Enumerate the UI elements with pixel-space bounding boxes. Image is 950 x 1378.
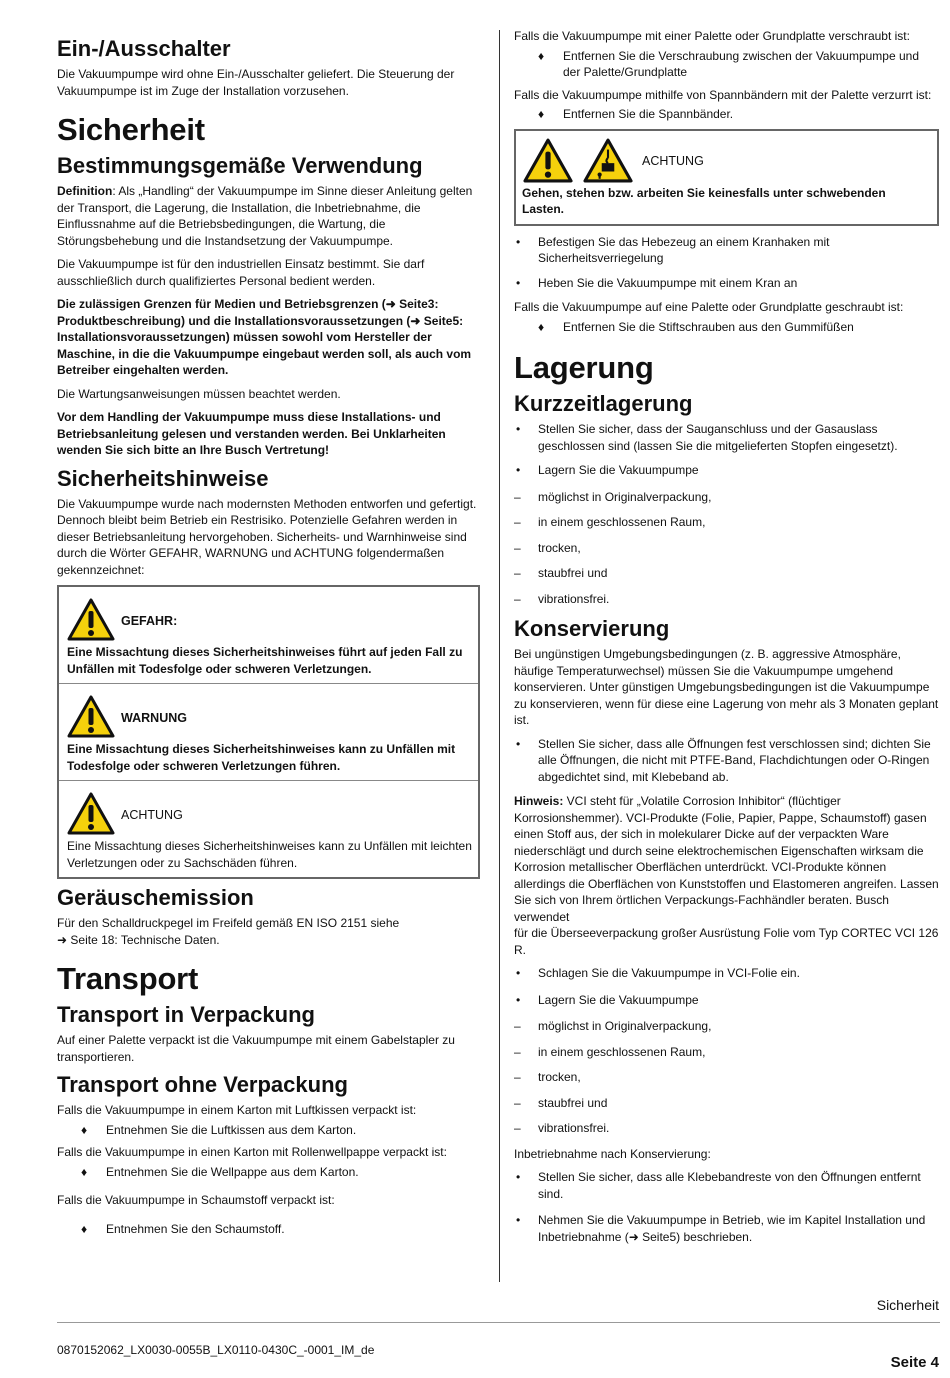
dash-item: – trocken,: [514, 540, 939, 557]
footer-divider: [57, 1322, 940, 1323]
heading-transport-verpackung: Transport in Verpackung: [57, 1002, 315, 1027]
para-geraeusch: [57, 915, 480, 948]
dash-item: – staubfrei und: [514, 1095, 939, 1112]
heading-konservierung: Konservierung: [514, 616, 670, 641]
para-konservierung: Bei ungünstigen Umgebungsbedingungen (z. B. aggressive Atmosphäre, häufige Temperaturwechsel) müssen Sie die Vakuumpumpe umgehend konservieren. Unter günstigen Umgebungsbedingungen ist die Vakuumpumpe zu konservieren, wenn für diese eine Lagerung von mehr als 3 Monaten geplant ist.: [514, 647, 939, 727]
heading-sicherheitshinweise: Sicherheitshinweise: [57, 465, 269, 491]
dash-item: – möglichst in Originalverpackung,: [514, 489, 939, 506]
para-definition: [57, 183, 480, 249]
geraeusch-link[interactable]: ➜ Seite 18: Technische Daten.: [57, 932, 220, 947]
heading-kurzzeitlagerung: Kurzzeitlagerung: [514, 391, 693, 416]
footer-doc-number: 0870152062_LX0030-0055B_LX0110-0430C_-0001_IM_de: [57, 1343, 375, 1357]
left-column: [57, 30, 480, 1243]
step-spannbaender: ♦ Entfernen Sie die Spannbänder.: [514, 106, 939, 123]
para-karton-wellpappe: Falls die Vakuumpumpe in einen Karton mit Rollenwellpappe verpackt ist:: [57, 1145, 447, 1159]
bullet-lagern: • Lagern Sie die Vakuumpumpe: [514, 462, 939, 479]
warning-label: GEFAHR:: [121, 613, 178, 628]
bullet-klebebandreste: • Stellen Sie sicher, dass alle Klebebandreste von den Öffnungen entfernt sind.: [514, 1169, 939, 1202]
warning-text: Eine Missachtung dieses Sicherheitshinweises führt auf jeden Fall zu Unfällen mit Todesfolge oder schweren Verletzungen.: [67, 645, 463, 676]
dash-item: – trocken,: [514, 1069, 939, 1086]
hinweis-text: VCI steht für „Volatile Corrosion Inhibitor“ (flüchtiger Korrosionshemmer). VCI-Produkte (Folie, Papier, Pappe, Schaumstoff) gasen einen Stoff aus, der sich in molekularer Dicke auf der verpackten Ware niederschlägt und durch seine elektrochemischen Eigenschaften wirksam die Korrosion metallischer Oberflächen unterdrückt. VCI-Produkte können allerdings die Oberflächen von Kunststoffen und Elastomeren angreifen. Lassen Sie sich von Ihrem örtlichen Verpackungs-Fachhändler beraten. Busch verwendet: [514, 794, 939, 924]
para-inbetriebnahme: Inbetriebnahme nach Konservierung:: [514, 1146, 711, 1161]
warning-text: Eine Missachtung dieses Sicherheitshinweises kann zu Unfällen mit Todesfolge oder schweren Verletzungen führen.: [67, 742, 456, 773]
bullet-hebezeug: • Befestigen Sie das Hebezeug an einem Kranhaken mit Sicherheitsverriegelung: [514, 234, 939, 267]
warning-warnung: [59, 684, 478, 781]
para-karton-luftkissen: Falls die Vakuumpumpe in einem Karton mit Luftkissen verpackt ist:: [57, 1103, 417, 1117]
para-sicherheitshinweise: Die Vakuumpumpe wurde nach modernsten Methoden entworfen und gefertigt. Dennoch bleibt beim Betrieb ein Restrisiko. Potenzielle Gefahren werden in dieser Betriebsanleitung hervorgehoben. Sicherheits- und Warnhinweise sind durch die Wörter GEFAHR, WARNUNG und ACHTUNG folgendermaßen gekennzeichnet:: [57, 496, 477, 577]
step-stiftschrauben: ♦ Entfernen Sie die Stiftschrauben aus den Gummifüßen: [514, 319, 939, 336]
achtung-text: Gehen, stehen bzw. arbeiten Sie keinesfalls unter schwebenden Lasten.: [522, 185, 886, 216]
achtung-label: ACHTUNG: [642, 153, 704, 168]
step-luftkissen: ♦ Entnehmen Sie die Luftkissen aus dem Karton.: [57, 1122, 480, 1139]
warning-triangle-icon: [67, 694, 115, 738]
heading-transport: Transport: [57, 961, 199, 996]
heading-ein-aus: Ein-/Ausschalter: [57, 36, 231, 61]
dash-item: – vibrationsfrei.: [514, 1120, 939, 1137]
dash-item: – möglichst in Originalverpackung,: [514, 1018, 939, 1035]
definition-text: : Als „Handling“ der Vakuumpumpe im Sinne dieser Anleitung gelten der Transport, die Lagerung, die Installation, die Inbetriebnahme, die Einflussnahme auf die Betriebsbedingungen, die Wartung, die Störungsbehebung und die Instandsetzung der Vakuumpumpe.: [57, 184, 473, 248]
bullet-sauganschluss: • Stellen Sie sicher, dass der Sauganschluss und der Gasauslass geschlossen sind (lassen Sie die mitgelieferten Stopfen eingesetzt).: [514, 421, 939, 454]
heading-sicherheit: Sicherheit: [57, 112, 205, 147]
step-wellpappe: ♦ Entnehmen Sie die Wellpappe aus dem Karton.: [57, 1164, 480, 1181]
bullet-lagern-2: • Lagern Sie die Vakuumpumpe: [514, 992, 939, 1009]
footer-section: Sicherheit: [876, 1297, 939, 1313]
para-grundplatte: Falls die Vakuumpumpe auf eine Palette oder Grundplatte geschraubt ist:: [514, 300, 904, 314]
warning-box: [57, 585, 480, 879]
para-hinweis: [514, 793, 939, 925]
definition-label: Definition: [57, 184, 113, 198]
footer-page-number: Seite 4: [890, 1354, 939, 1371]
warning-label: ACHTUNG: [121, 807, 183, 822]
suspended-load-icon: [582, 137, 634, 183]
para-palette: Falls die Vakuumpumpe mit einer Palette oder Grundplatte verschraubt ist:: [514, 29, 910, 43]
right-column: [514, 28, 939, 1253]
dash-item: – in einem geschlossenen Raum,: [514, 1044, 939, 1061]
warning-gefahr: [59, 587, 478, 684]
dash-item: – staubfrei und: [514, 565, 939, 582]
geraeusch-line1: Für den Schalldruckpegel im Freifeld gemäß EN ISO 2151 siehe: [57, 916, 400, 930]
warning-triangle-icon: [67, 791, 115, 835]
warning-label: WARNUNG: [121, 710, 187, 725]
column-divider: [499, 30, 500, 1282]
para-handling: Vor dem Handling der Vakuumpumpe muss diese Installations- und Betriebsanleitung gelesen und verstanden werden. Bei Unklarheiten wenden Sie sich bitte an Ihre Busch Vertretung!: [57, 410, 446, 457]
dash-item: – in einem geschlossenen Raum,: [514, 514, 939, 531]
warning-triangle-icon: [522, 137, 574, 183]
heading-lagerung: Lagerung: [514, 350, 654, 385]
heading-transport-ohne: Transport ohne Verpackung: [57, 1072, 348, 1097]
para-grenzen: Die zulässigen Grenzen für Medien und Betriebsgrenzen (➜ Seite3: Produktbeschreibung) und die Installationsvoraussetzungen (➜ Seite5: Installationsvoraussetzungen) müssen sowohl vom Hersteller der Maschine, in die die Vakuumpumpe eingebaut werden soll, als auch vom Betreiber eingehalten werden.: [57, 297, 472, 377]
para-wartung: Die Wartungsanweisungen müssen beachtet werden.: [57, 386, 341, 401]
achtung-box: [514, 129, 939, 226]
para-ein-aus: Die Vakuumpumpe wird ohne Ein-/Ausschalter geliefert. Die Steuerung der Vakuumpumpe ist im Zuge der Installation vorzusehen.: [57, 67, 455, 98]
bullet-inbetrieb: • Nehmen Sie die Vakuumpumpe in Betrieb, wie im Kapitel Installation und Inbetriebnahme (➜ Seite5) beschrieben.: [514, 1212, 939, 1245]
para-hinweis-2: für die Überseeverpackung großer Ausrüstung Folie vom Typ CORTEC VCI 126 R.: [514, 926, 939, 957]
warning-triangle-icon: [67, 597, 115, 641]
heading-bestimmung: Bestimmungsgemäße Verwendung: [57, 153, 423, 178]
step-verschraubung: ♦ Entfernen Sie die Verschraubung zwischen der Vakuumpumpe und der Palette/Grundplatte: [514, 48, 939, 81]
para-industrie: Die Vakuumpumpe ist für den industriellen Einsatz bestimmt. Sie darf ausschließlich durch qualifiziertes Personal bedient werden.: [57, 257, 425, 288]
bullet-vci-folie: • Schlagen Sie die Vakuumpumpe in VCI-Folie ein.: [514, 965, 939, 982]
para-schaumstoff: Falls die Vakuumpumpe in Schaumstoff verpackt ist:: [57, 1193, 335, 1207]
warning-text: Eine Missachtung dieses Sicherheitshinweises kann zu Unfällen mit leichten Verletzungen oder zu Sachschäden führen.: [67, 839, 472, 870]
step-schaumstoff: ♦ Entnehmen Sie den Schaumstoff.: [57, 1221, 480, 1238]
para-transport-verpackung: Auf einer Palette verpackt ist die Vakuumpumpe mit einem Gabelstapler zu transportieren.: [57, 1033, 455, 1064]
hinweis-label: Hinweis:: [514, 794, 564, 808]
warning-achtung: [59, 781, 478, 877]
bullet-oeffnungen: • Stellen Sie sicher, dass alle Öffnungen fest verschlossen sind; dichten Sie alle Öffnungen, die nicht mit PTFE-Band, Flachdichtungen oder O-Ringen abgedichtet sind, mit Klebeband ab.: [514, 736, 939, 786]
dash-item: – vibrationsfrei.: [514, 591, 939, 608]
para-spannbaender: Falls die Vakuumpumpe mithilfe von Spannbändern mit der Palette verzurrt ist:: [514, 87, 932, 102]
heading-geraeusch: Geräuschemission: [57, 885, 254, 910]
bullet-kran: • Heben Sie die Vakuumpumpe mit einem Kran an: [514, 275, 939, 292]
